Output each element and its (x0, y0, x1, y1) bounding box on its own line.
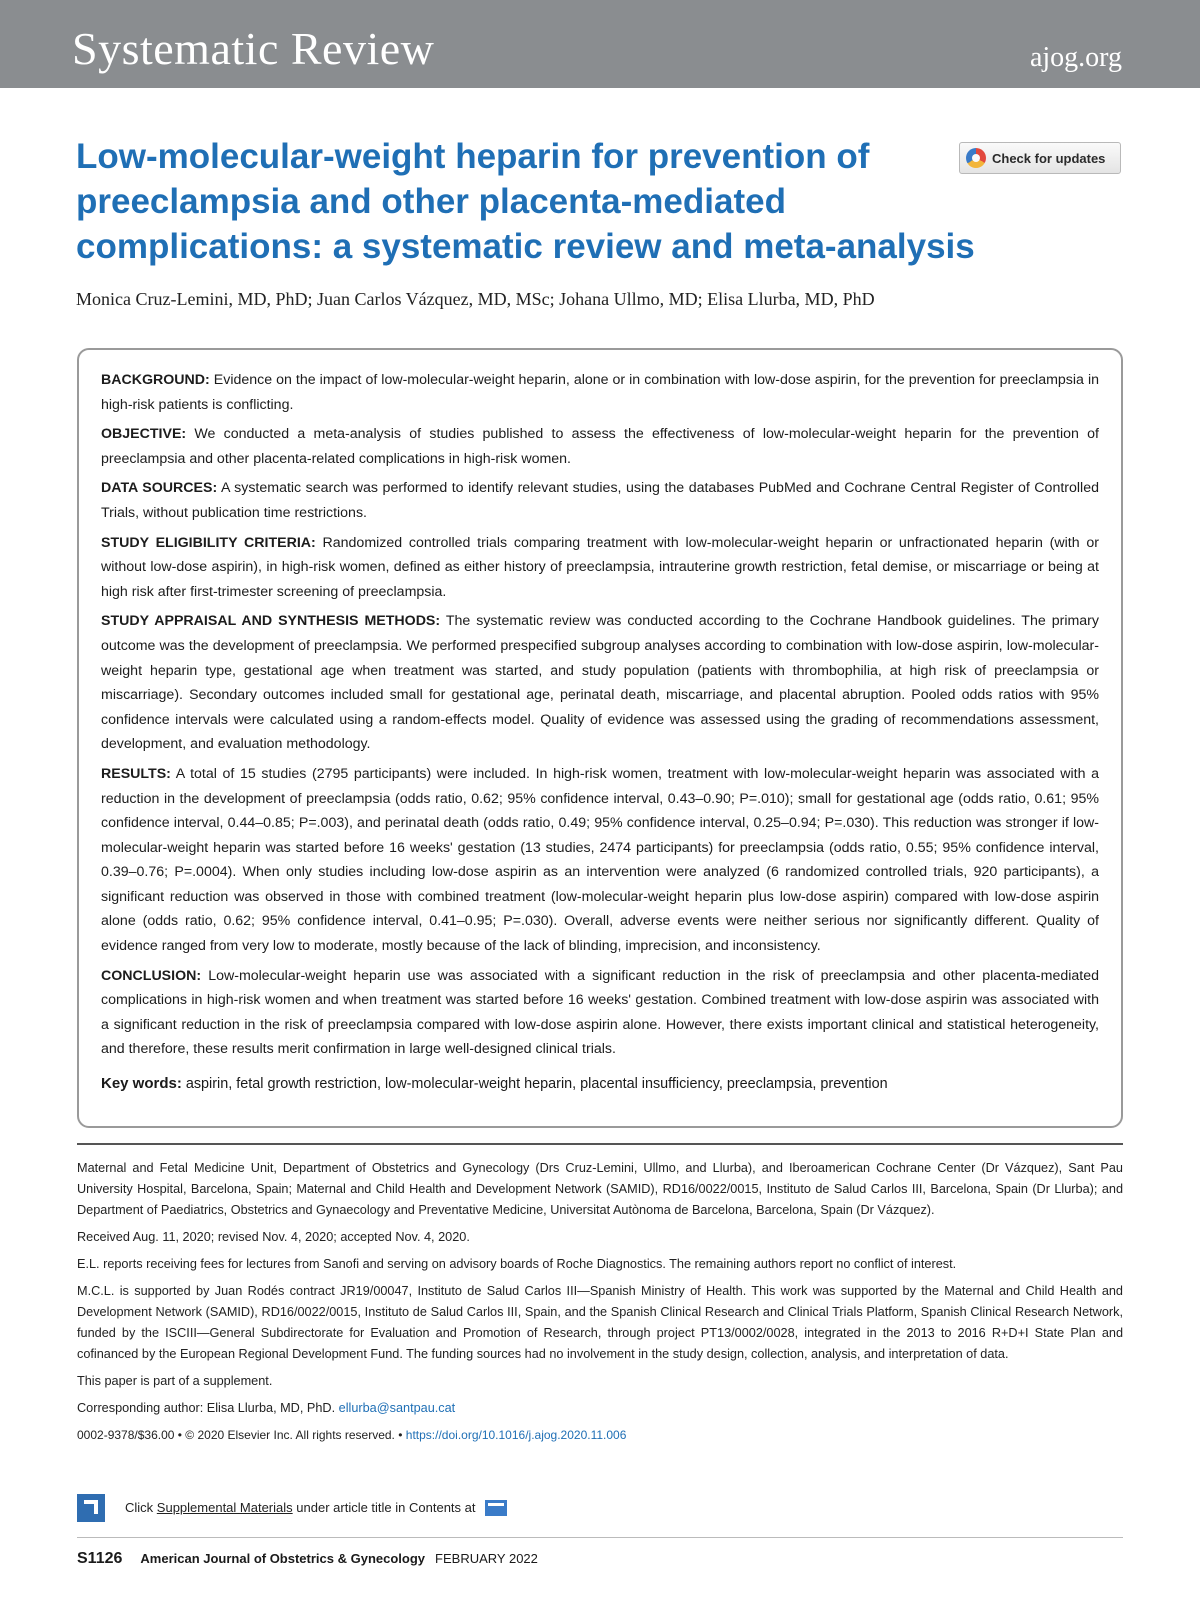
page-footer (77, 1550, 538, 1574)
sciencedirect-icon[interactable] (485, 1500, 507, 1516)
funding-statement: M.C.L. is supported by Juan Rodés contract JR19/00047, Instituto de Salud Carlos III—Spanish Ministry of Health. This work was supported by the Maternal and Child Health and Development Network (SAMID), RD16/0022/0015, Instituto de Salud Carlos III, Spain, and the Spanish Clinical Research and Clinical Trials Platform, Spanish Clinical Research Network, funded by the ISCIII—General Subdirectorate for Evaluation and Promotion of Research, through project PT13/0002/0028, integrated in the 2013 to 2016 R+D+I State Plan and cofinanced by the European Regional Development Fund. The funding sources had no involvement in the study design, collection, analysis, and interpretation of data. (77, 1284, 1123, 1361)
issn-copyright: 0002-9378/$36.00 • © 2020 Elsevier Inc. All rights reserved. • (77, 1428, 403, 1442)
copyright-line (77, 1425, 1123, 1446)
corresponding-author (77, 1398, 1123, 1419)
keywords-label: Key words: (101, 1075, 182, 1093)
abstract-data-sources (101, 476, 1099, 525)
abstract-results (101, 762, 1099, 959)
abstract-heading: STUDY APPRAISAL AND SYNTHESIS METHODS: (101, 613, 441, 630)
supplemental-materials-bar (77, 1490, 1123, 1526)
abstract-text: Low-molecular-weight heparin use was associated with a significant reduction in the risk of preeclampsia and other placenta-mediated complications in high-risk women and when treatment was started before 16 weeks' gestation. Combined treatment with low-dose aspirin was associated with a significant reduction in the risk of preeclampsia compared with low-dose aspirin alone. However, there exists important clinical and statistical heterogeneity, and therefore, these results merit confirmation in large well-designed clinical trials. (101, 967, 1099, 1058)
article-notes (77, 1158, 1123, 1452)
footer-divider (77, 1537, 1123, 1538)
abstract-heading: BACKGROUND: (101, 372, 210, 388)
abstract-text: We conducted a meta-analysis of studies published to assess the effectiveness of low-molecular-weight heparin for the prevention of preeclampsia and other placenta-related complications in high-risk women. (101, 426, 1099, 467)
article-title: Low-molecular-weight heparin for prevention of preeclampsia and other placenta-mediated complications: a systematic review and meta-analysis (76, 137, 975, 266)
abstract-text: Randomized controlled trials comparing treatment with low-molecular-weight heparin or unfractionated heparin (with or without low-dose aspirin), in high-risk women, defined as either history of preeclampsia, intrauterine growth restriction, fetal demise, or miscarriage or being at high risk after first-trimester screening of preeclampsia. (101, 534, 1099, 600)
abstract-heading: DATA SOURCES: (101, 480, 218, 497)
check-for-updates-label: Check for updates (992, 150, 1106, 166)
section-banner (0, 0, 1200, 88)
conflict-statement: E.L. reports receiving fees for lectures from Sanofi and serving on advisory boards of Roche Diagnostics. The remaining authors report no conflict of interest. (77, 1257, 957, 1271)
abstract (77, 348, 1123, 1128)
issue-date: FEBRUARY 2022 (435, 1551, 538, 1566)
abstract-eligibility (101, 531, 1099, 605)
abstract-heading: CONCLUSION: (101, 967, 202, 984)
divider (77, 1143, 1123, 1145)
abstract-text: A systematic search was performed to identify relevant studies, using the databases PubMed and Cochrane Central Register of Controlled Trials, without publication time restrictions. (101, 480, 1099, 521)
received-dates: Received Aug. 11, 2020; revised Nov. 4, 2020; accepted Nov. 4, 2020. (77, 1230, 470, 1244)
page-number: S1126 (77, 1550, 123, 1567)
journal-site-link[interactable]: ajog.org (1029, 42, 1122, 73)
abstract-conclusion (101, 964, 1099, 1062)
journal-name: American Journal of Obstetrics & Gynecology (140, 1551, 426, 1566)
supplemental-materials-link[interactable]: Supplemental Materials (156, 1499, 293, 1515)
keywords-text: aspirin, fetal growth restriction, low-molecular-weight heparin, placental insufficiency, preeclampsia, prevention (185, 1076, 888, 1093)
keywords (101, 1072, 1099, 1096)
affiliations: Maternal and Fetal Medicine Unit, Department of Obstetrics and Gynecology (Drs Cruz-Lemini, Ullmo, and Llurba), and Iberoamerican Cochrane Center (Dr Vázquez), Sant Pau University Hospital, Barcelona, Spain; Maternal and Child Health and Development Network (SAMID), RD16/0022/0015, Instituto de Salud Carlos III, Barcelona, Spain (Dr Llurba); and Department of Paediatrics, Obstetrics and Gynaecology and Preventative Medicine, Universitat Autònoma de Barcelona, Barcelona, Spain (Dr Vázquez). (77, 1161, 1123, 1217)
abstract-text: The systematic review was conducted according to the Cochrane Handbook guidelines. The primary outcome was the development of preeclampsia. We performed prespecified subgroup analyses according to combination with low-dose aspirin, low-molecular-weight heparin type, gestational age when treatment was started, and study population (patients with thrombophilia, at high risk of preeclampsia or miscarriage). Secondary outcomes included small for gestational age, perinatal death, miscarriage, and placental abruption. Pooled odds ratios with 95% confidence intervals were calculated using a random-effects model. Quality of evidence was assessed using the grading of recommendations assessment, development, and evaluation methodology. (101, 613, 1100, 753)
supplement-note: This paper is part of a supplement. (77, 1374, 273, 1388)
abstract-heading: STUDY ELIGIBILITY CRITERIA: (101, 534, 316, 551)
corresponding-email-link[interactable]: ellurba@santpau.cat (338, 1401, 456, 1415)
section-title: Systematic Review (72, 23, 435, 74)
author-list: Monica Cruz-Lemini, MD, PhD; Juan Carlos Vázquez, MD, MSc; Johana Ullmo, MD; Elisa Llurba, MD, PhD (76, 289, 875, 309)
crossmark-icon (966, 148, 986, 168)
abstract-heading: RESULTS: (101, 765, 171, 782)
supplemental-suffix: under article title in Contents at (296, 1499, 476, 1515)
supplemental-text (125, 1500, 507, 1517)
abstract-objective (101, 422, 1099, 471)
abstract-background (101, 368, 1099, 417)
corresponding-author-name: Corresponding author: Elisa Llurba, MD, PhD. (77, 1401, 336, 1415)
check-for-updates-button[interactable] (959, 142, 1121, 174)
abstract-text: Evidence on the impact of low-molecular-weight heparin, alone or in combination with low-dose aspirin, for the prevention for preeclampsia in high-risk patients is conflicting. (101, 372, 1099, 413)
abstract-heading: OBJECTIVE: (101, 426, 187, 443)
supplemental-prefix: Click (125, 1499, 154, 1515)
abstract-methods (101, 609, 1099, 757)
doi-link[interactable]: https://doi.org/10.1016/j.ajog.2020.11.006 (405, 1428, 627, 1442)
supplemental-arrow-icon (77, 1494, 105, 1522)
abstract-text: A total of 15 studies (2795 participants) were included. In high-risk women, treatment with low-molecular-weight heparin was associated with a reduction in the development of preeclampsia (odds ratio, 0.62; 95% confidence interval, 0.43–0.90; P=.010); small for gestational age (odds ratio, 0.61; 95% confidence interval, 0.44–0.85; P=.003), and perinatal death (odds ratio, 0.49; 95% confidence interval, 0.25–0.94; P=.030). This reduction was stronger if low-molecular-weight heparin was started before 16 weeks' gestation (13 studies, 2474 participants) for preeclampsia (odds ratio, 0.55; 95% confidence interval, 0.39–0.76; P=.0004). When only studies including low-dose aspirin as an intervention were analyzed (6 randomized controlled trials, 920 participants), a significant reduction was observed in those with combined treatment (low-molecular-weight heparin plus low-dose aspirin) compared with low-dose aspirin alone (odds ratio, 0.62; 95% confidence interval, 0.41–0.95; P=.030). Overall, adverse events were neither serious nor significantly different. Quality of evidence ranged from very low to moderate, mostly because of the lack of blinding, imprecision, and inconsistency. (101, 765, 1099, 955)
